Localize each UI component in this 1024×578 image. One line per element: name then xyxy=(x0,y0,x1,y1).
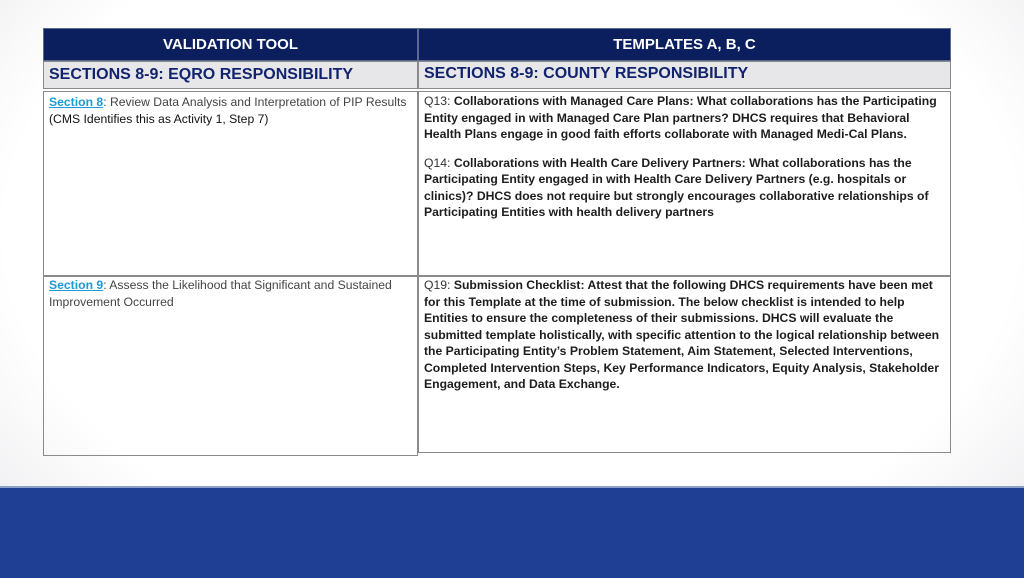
q14-number: Q14: xyxy=(424,155,454,170)
q19-cell xyxy=(418,276,951,453)
q19-number: Q19: xyxy=(424,278,454,292)
subheader-eqro: SECTIONS 8-9: EQRO RESPONSIBILITY xyxy=(43,61,418,89)
section-8-text: : Review Data Analysis and Interpretation of PIP Results xyxy=(103,95,407,109)
section-9-cell xyxy=(43,276,418,456)
q14-text: Collaborations with Health Care Delivery Partners: What collaborations has the Participating Entity engaged in with Health Care Delivery Partners (e.g. hospitals or clinics)? DHCS does not require but strongly encourages collaborative relationships of Participating Entities with health delivery partners xyxy=(424,155,929,219)
section-9-link[interactable]: Section 9 xyxy=(49,278,104,292)
q13-q14-cell xyxy=(418,91,951,276)
section-9-text: : Assess the Likelihood that Significant and Sustained Improvement Occurred xyxy=(49,278,392,309)
section-8-note: (CMS Identifies this as Activity 1, Step 7) xyxy=(49,111,269,126)
validation-table xyxy=(43,28,951,456)
q19-text: Submission Checklist: Attest that the following DHCS requirements have been met for this Template at the time of submission. The below checklist is intended to help Entities to ensure the completeness of their submissions. DHCS will evaluate the submitted template holistically, with specific attention to the logical relationship between the Participating Entity’s Problem Statement, Aim Statement, Selected Interventions, Completed Intervention Steps, Key Performance Indicators, Equity Analysis, Stakeholder Engagement, and Data Exchange. xyxy=(424,278,940,391)
header-validation-tool: VALIDATION TOOL xyxy=(43,28,418,61)
q13-number: Q13: xyxy=(424,94,454,108)
subheader-county: SECTIONS 8-9: COUNTY RESPONSIBILITY xyxy=(418,61,951,89)
q13-text: Collaborations with Managed Care Plans: What collaborations has the Participating Entity engaged in with Managed Care Plan partners? DHCS requires that Behavioral Health Plans engage in good faith efforts collaborate with Managed Medi-Cal Plans. xyxy=(424,94,937,141)
header-templates: TEMPLATES A, B, C xyxy=(418,28,951,61)
footer-bar xyxy=(0,486,1024,578)
section-8-link[interactable]: Section 8 xyxy=(49,95,104,109)
section-8-cell xyxy=(43,91,418,276)
